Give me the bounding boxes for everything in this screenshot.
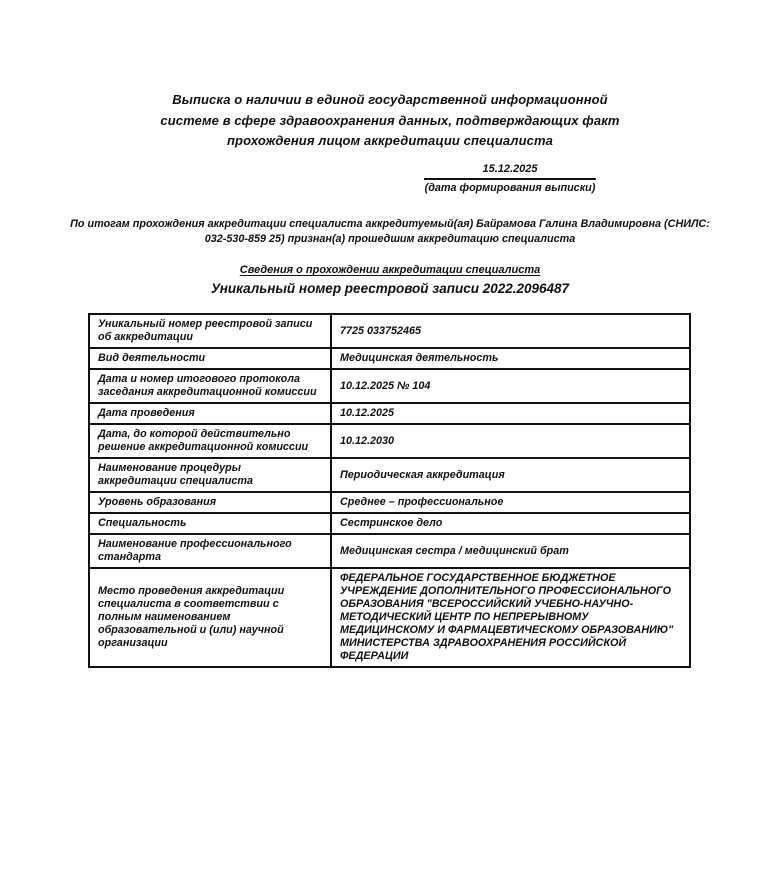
table-row xyxy=(89,369,690,403)
row-label: Дата, до которой действительно решение аккредитационной комиссии xyxy=(89,424,331,458)
section-heading: Сведения о прохождении аккредитации специалиста xyxy=(239,264,541,276)
document-title-line: прохождения лицом аккредитации специалиста xyxy=(227,133,553,148)
row-label: Уникальный номер реестровой записи об аккредитации xyxy=(89,314,331,348)
table-row xyxy=(89,424,690,458)
row-label: Место проведения аккредитации специалиста в соответствии с полным наименованием образовательной и (или) научной организации xyxy=(89,568,331,667)
intro-paragraph-line: 032-530-859 25) признан(а) прошедшим аккредитацию специалиста xyxy=(204,233,576,245)
date-caption: (дата формирования выписки) xyxy=(424,182,596,194)
row-value: 10.12.2025 xyxy=(331,403,690,424)
registry-heading: Уникальный номер реестровой записи 2022.2096487 xyxy=(210,281,570,296)
table-row xyxy=(89,568,690,667)
table-row xyxy=(89,314,690,348)
date-block xyxy=(424,163,596,194)
row-value: Сестринское дело xyxy=(331,513,690,534)
row-label: Специальность xyxy=(89,513,331,534)
document-title-line: Выписка о наличии в единой государственной информационной xyxy=(172,92,608,107)
row-value: Медицинская сестра / медицинский брат xyxy=(331,534,690,568)
table-row xyxy=(89,458,690,492)
row-label: Уровень образования xyxy=(89,492,331,513)
row-value: Среднее – профессиональное xyxy=(331,492,690,513)
row-label: Наименование профессионального стандарта xyxy=(89,534,331,568)
row-value: ФЕДЕРАЛЬНОЕ ГОСУДАРСТВЕННОЕ БЮДЖЕТНОЕ УЧРЕЖДЕНИЕ ДОПОЛНИТЕЛЬНОГО ПРОФЕССИОНАЛЬНОГО ОБРАЗОВАНИЯ "ВСЕРОССИЙСКИЙ УЧЕБНО-НАУЧНО-МЕТОДИЧЕСКИЙ ЦЕНТР ПО НЕПРЕРЫВНОМУ МЕДИЦИНСКОМУ И ФАРМАЦЕВТИЧЕСКОМУ ОБРАЗОВАНИЮ" МИНИСТЕРСТВА ЗДРАВООХРАНЕНИЯ РОССИЙСКОЙ ФЕДЕРАЦИИ xyxy=(331,568,690,667)
table-row xyxy=(89,403,690,424)
row-value: Периодическая аккредитация xyxy=(331,458,690,492)
row-label: Наименование процедуры аккредитации специалиста xyxy=(89,458,331,492)
row-value: 7725 033752465 xyxy=(331,314,690,348)
table-row xyxy=(89,348,690,369)
row-value: 10.12.2025 № 104 xyxy=(331,369,690,403)
intro-paragraph-line: По итогам прохождения аккредитации специалиста аккредитуемый(ая) Байрамова Галина Владимировна (СНИЛС: xyxy=(70,218,710,230)
row-value: Медицинская деятельность xyxy=(331,348,690,369)
extract-date: 15.12.2025 xyxy=(424,163,596,180)
table-row xyxy=(89,513,690,534)
row-label: Вид деятельности xyxy=(89,348,331,369)
table-row xyxy=(89,534,690,568)
table-row xyxy=(89,492,690,513)
accreditation-table xyxy=(88,313,691,668)
document-title xyxy=(0,90,780,152)
row-value: 10.12.2030 xyxy=(331,424,690,458)
row-label: Дата и номер итогового протокола заседания аккредитационной комиссии xyxy=(89,369,331,403)
intro-paragraph xyxy=(40,217,740,247)
row-label: Дата проведения xyxy=(89,403,331,424)
accreditation-table-body xyxy=(89,314,690,667)
document-title-line: системе в сфере здравоохранения данных, подтверждающих факт xyxy=(160,112,620,128)
